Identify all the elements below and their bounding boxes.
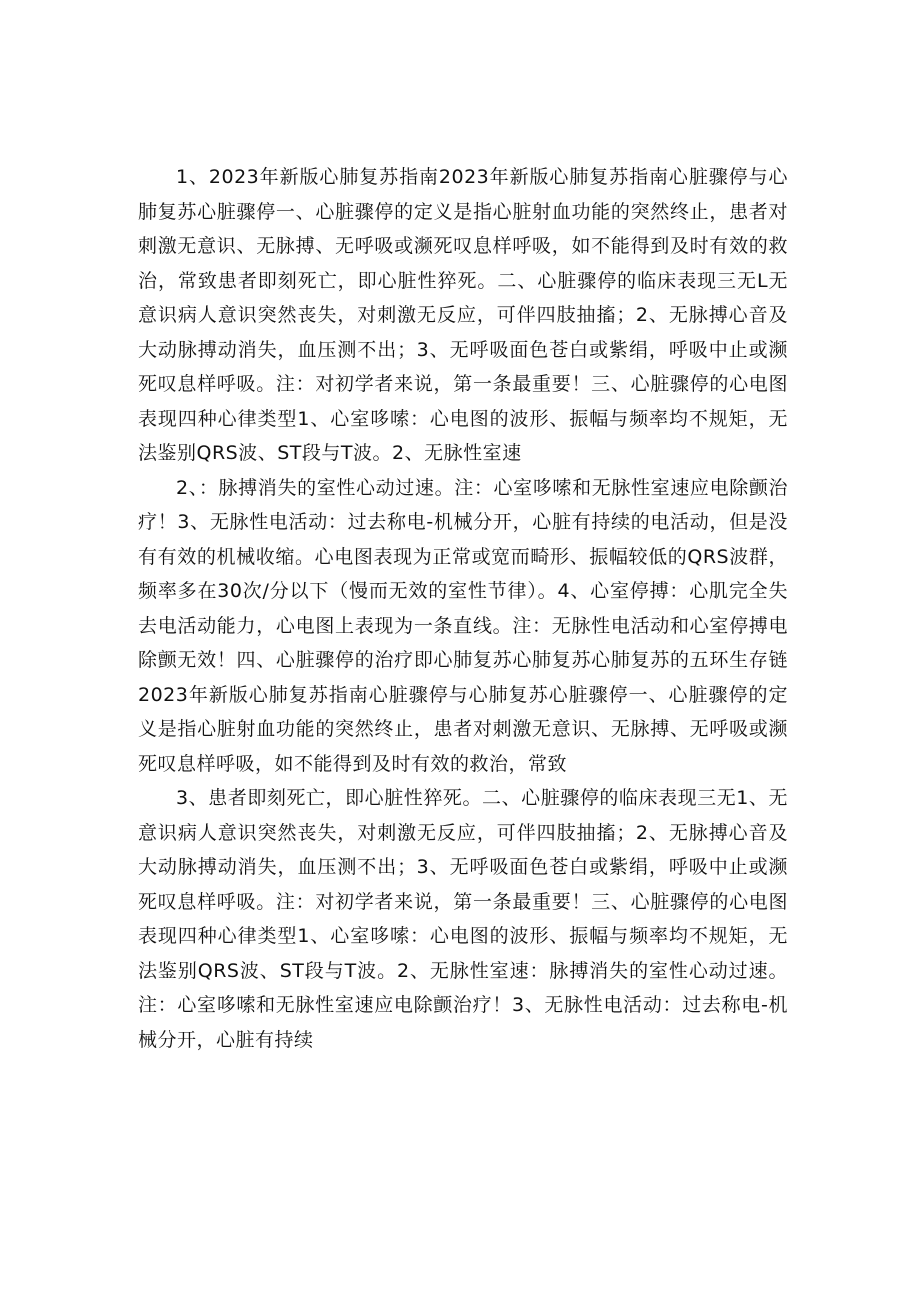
paragraph-1: 1、2023年新版心肺复苏指南2023年新版心肺复苏指南心脏骤停与心肺复苏心脏骤停一、心脏骤停的定义是指心脏射血功能的突然终止，患者对刺激无意识、无脉搏、无呼吸或濒死叹息样呼吸，如不能得到及时有效的救治，常致患者即刻死亡，即心脏性猝死。二、心脏骤停的临床表现三无L无意识病人意识突然丧失，对刺激无反应，可伴四肢抽搐；2、无脉搏心音及大动脉搏动消失，血压测不出；3、无呼吸面色苍白或紫绢，呼吸中止或濒死叹息样呼吸。注：对初学者来说，第一条最重要！三、心脏骤停的心电图表现四种心律类型1、心室哆嗦：心电图的波形、振幅与频率均不规矩，无法鉴别QRS波、ST段与T波。2、无脉性室速 [138,166,788,464]
document-body [138,160,788,1057]
paragraph-2: 2、：脉搏消失的室性心动过速。注：心室哆嗦和无脉性室速应电除颤治疗！3、无脉性电活动：过去称电-机械分开，心脏有持续的电活动，但是没有有效的机械收缩。心电图表现为正常或宽而畸形、振幅较低的QRS波群，频率多在30次/分以下（慢而无效的室性节律）。4、心室停搏：心肌完全失去电活动能力，心电图上表现为一条直线。注：无脉性电活动和心室停搏电除颤无效！四、心脏骤停的治疗即心肺复苏心肺复苏心肺复苏的五环生存链2023年新版心肺复苏指南心脏骤停与心肺复苏心脏骤停一、心脏骤停的定义是指心脏射血功能的突然终止，患者对刺激无意识、无脉搏、无呼吸或濒死叹息样呼吸，如不能得到及时有效的救治，常致 [138,476,788,775]
paragraph-3: 3、患者即刻死亡，即心脏性猝死。二、心脏骤停的临床表现三无1、无意识病人意识突然丧失，对刺激无反应，可伴四肢抽搐；2、无脉搏心音及大动脉搏动消失，血压测不出；3、无呼吸面色苍白或紫绢，呼吸中止或濒死叹息样呼吸。注：对初学者来说，第一条最重要！三、心脏骤停的心电图表现四种心律类型1、心室哆嗦：心电图的波形、振幅与频率均不规矩，无法鉴别QRS波、ST段与T波。2、无脉性室速：脉搏消失的室性心动过速。注：心室哆嗦和无脉性室速应电除颤治疗！3、无脉性电活动：过去称电-机械分开，心脏有持续 [138,787,788,1051]
